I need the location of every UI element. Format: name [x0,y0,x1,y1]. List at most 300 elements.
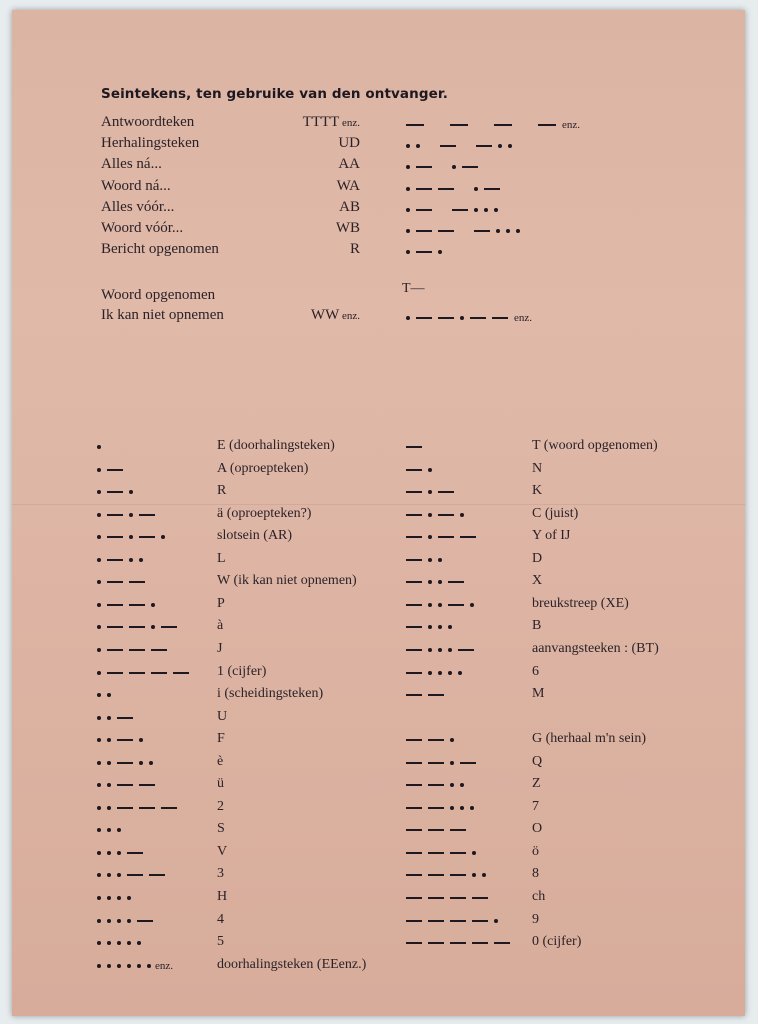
morse-dot [450,761,454,765]
morse-symbols [406,550,442,570]
morse-dash [472,942,488,944]
right-morse [406,663,462,683]
left-morse [97,730,143,750]
morse-dash [450,852,466,854]
morse-dot [472,873,476,877]
left-morse [97,663,189,683]
morse-dash [406,762,422,764]
morse-symbols [406,685,444,705]
morse-dash [406,829,422,831]
morse-dot [97,671,101,675]
morse-dot [129,535,133,539]
morse-dash [428,807,444,809]
signal-code-text: AA [338,156,360,172]
right-morse [406,460,432,480]
left-label: 2 [217,798,224,814]
morse-symbols [406,663,462,683]
morse-dash [462,166,478,168]
left-label: doorhalingsteken (EEenz.) [217,956,367,972]
signal-label: Antwoordteken [101,114,195,130]
morse-dot [151,603,155,607]
morse-symbols [97,595,155,615]
morse-dash [450,124,468,126]
morse-symbols [406,617,452,637]
right-label: breukstreep (XE) [532,595,629,611]
signal-label: Alles ná... [101,156,162,172]
morse-dot [496,229,500,233]
right-label: ö [532,843,539,859]
signal-morse [406,221,520,241]
left-label: E (doorhalingsteken) [217,438,335,453]
left-morse [97,865,165,885]
morse-dot [107,941,111,945]
morse-symbols [406,888,488,908]
left-label: 3 [217,866,224,882]
left-morse [97,550,143,570]
morse-dash [440,145,456,147]
morse-dash [450,942,466,944]
morse-dash [129,604,145,606]
morse-dot [97,828,101,832]
morse-dot [139,761,143,765]
signal-code-text: UD [338,135,360,151]
right-label: 8 [532,866,539,882]
morse-symbols [97,640,167,660]
woord-opgenomen-morse: T— [402,281,425,296]
morse-dash [450,920,466,922]
left-label: L [217,550,226,566]
morse-dot [438,603,442,607]
morse-dot [406,187,410,191]
left-morse [97,482,133,502]
morse-dot [428,671,432,675]
morse-dot [107,761,111,765]
morse-dot [107,896,111,900]
morse-dash [428,829,444,831]
morse-dot [97,941,101,945]
right-morse [406,933,510,953]
signal-code-text: TTTT [302,114,340,130]
morse-dot [482,873,486,877]
right-label: D [532,550,543,566]
signal-code [337,178,360,195]
left-morse [97,505,155,525]
morse-symbols [97,663,189,683]
left-morse-suffix: enz. [155,960,174,973]
morse-symbols [97,865,165,885]
morse-dash [406,942,422,944]
morse-symbols [97,820,121,840]
morse-dash [107,649,123,651]
morse-symbols [406,242,442,262]
morse-dash [472,897,488,899]
morse-dot [147,964,151,968]
morse-dash [151,672,167,674]
morse-dash [472,920,488,922]
signal-code [338,156,360,173]
morse-dot [438,580,442,584]
morse-dot [97,873,101,877]
left-morse [97,820,121,840]
morse-dash [406,514,422,516]
signal-morse [406,200,498,220]
morse-dash [416,230,432,232]
right-label: ch [532,889,546,904]
morse-dot [460,316,464,320]
right-morse [406,911,498,931]
morse-dot [97,851,101,855]
morse-dash [438,230,454,232]
right-label: aanvangsteeken : (BT) [532,640,659,656]
morse-dot [428,648,432,652]
right-label: X [532,573,543,589]
right-morse [406,482,454,502]
morse-dot [129,558,133,562]
morse-dash [139,514,155,516]
morse-dash [406,852,422,854]
signal-code-text: AB [339,199,360,215]
morse-dot [137,964,141,968]
morse-dash [107,514,123,516]
morse-dash [139,536,155,538]
signal-code [339,199,360,216]
morse-dash [129,581,145,583]
morse-dot [161,535,165,539]
morse-dash [406,581,422,583]
morse-dash [173,672,189,674]
morse-dot [452,165,456,169]
morse-dash [470,317,486,319]
morse-dash [107,469,123,471]
left-label: slotsein (AR) [217,528,293,544]
morse-dot [460,806,464,810]
morse-dash [139,807,155,809]
left-label: 5 [217,934,224,950]
morse-dot [137,941,141,945]
morse-dash [448,604,464,606]
morse-dash [492,317,508,319]
morse-dot [97,783,101,787]
signal-morse [406,136,512,156]
signal-code-text: R [349,241,360,257]
signal-code [338,135,360,152]
morse-dot [428,580,432,584]
right-label: T (woord opgenomen) [532,438,658,453]
left-morse [97,460,123,480]
morse-dot [97,603,101,607]
morse-dash [139,784,155,786]
morse-symbols [97,505,155,525]
right-morse [406,617,452,637]
morse-dash [428,762,444,764]
left-label: W (ik kan niet opnemen) [217,573,357,589]
morse-dash [129,672,145,674]
morse-dash [149,874,165,876]
morse-dash [450,897,466,899]
morse-dash [494,942,510,944]
morse-dot [97,716,101,720]
morse-dot [97,558,101,562]
morse-dot [428,468,432,472]
morse-dash [438,536,454,538]
morse-dot [117,964,121,968]
morse-symbols [97,685,111,705]
morse-dot [460,513,464,517]
left-morse [97,708,133,728]
morse-dash [107,559,123,561]
morse-dot [129,490,133,494]
morse-symbols [406,179,500,199]
morse-dot [406,229,410,233]
morse-dot [406,144,410,148]
right-label: 0 (cijfer) [532,934,582,950]
morse-dot [428,625,432,629]
morse-dash [428,784,444,786]
morse-symbols [97,730,143,750]
morse-dot [97,896,101,900]
right-label: B [532,618,542,634]
morse-symbols [406,775,464,795]
morse-dot [127,896,131,900]
morse-dash [107,536,123,538]
morse-dot [127,964,131,968]
morse-dash [450,874,466,876]
signal-code [311,307,360,324]
morse-dot [97,625,101,629]
morse-dot [406,316,410,320]
signal-code [336,220,360,237]
morse-dot [97,964,101,968]
right-label: C (juist) [532,505,579,521]
morse-dot [97,468,101,472]
morse-symbols [406,221,520,241]
morse-dash [151,649,167,651]
morse-dash [460,536,476,538]
left-morse [97,888,131,908]
morse-dash [107,626,123,628]
morse-symbols [406,136,512,156]
left-morse [97,956,173,976]
morse-dot [117,873,121,877]
morse-symbols [406,505,464,525]
left-label: 4 [217,911,224,927]
morse-dash [428,942,444,944]
morse-dot [117,941,121,945]
morse-dash [406,626,422,628]
left-label: ü [217,776,224,792]
morse-dash [438,317,454,319]
signal-morse-suffix: enz. [514,312,533,324]
morse-dot [428,558,432,562]
morse-dash [416,209,432,211]
morse-dot [97,445,101,449]
morse-symbols [97,843,143,863]
morse-dash [129,649,145,651]
morse-dot [107,738,111,742]
morse-dot [484,208,488,212]
morse-dot [428,513,432,517]
morse-dash [406,124,424,126]
morse-dash [416,317,432,319]
morse-dot [494,919,498,923]
morse-symbols [406,200,498,220]
right-morse [406,888,488,908]
right-morse [406,550,442,570]
signal-label: Woord vóór... [101,220,184,236]
left-morse [97,911,153,931]
morse-dash [406,784,422,786]
morse-dot [127,919,131,923]
right-label: Q [532,753,543,769]
right-morse [406,505,464,525]
right-morse [406,820,466,840]
morse-dash [137,920,153,922]
morse-symbols [406,595,474,615]
morse-dash [406,469,422,471]
morse-dot [460,783,464,787]
morse-dot [438,671,442,675]
morse-symbols [406,865,486,885]
document-sheet [12,10,745,1016]
signal-code-text: WA [336,178,360,194]
morse-dot [494,208,498,212]
morse-symbols [406,437,422,457]
morse-dash [458,649,474,651]
left-label: S [217,821,225,837]
morse-dot [406,250,410,254]
morse-dot [438,625,442,629]
morse-dot [428,535,432,539]
morse-dot [406,208,410,212]
left-morse [97,640,167,660]
morse-dash [117,762,133,764]
morse-dash [428,852,444,854]
morse-symbols [97,572,145,592]
right-morse [406,753,476,773]
morse-dash [474,230,490,232]
morse-dash [406,920,422,922]
signal-label: Herhalingsteken [101,135,200,151]
morse-dot [428,490,432,494]
signal-morse [406,157,478,177]
morse-symbols [97,798,177,818]
morse-dot [450,806,454,810]
right-morse [406,640,474,660]
morse-dot [450,783,454,787]
morse-dot [450,738,454,742]
morse-dash [416,188,432,190]
morse-dot [139,558,143,562]
signal-morse [406,179,500,199]
signal-code [350,241,360,258]
right-morse [406,437,422,457]
morse-dash [438,514,454,516]
morse-dash [107,491,123,493]
morse-dot [470,603,474,607]
morse-dot [107,919,111,923]
right-label: Y of IJ [532,528,571,544]
morse-dot [428,603,432,607]
morse-dot [97,535,101,539]
morse-symbols [406,482,454,502]
morse-dot [516,229,520,233]
morse-dash [161,626,177,628]
morse-dot [107,693,111,697]
morse-dot [139,738,143,742]
morse-dash [438,188,454,190]
right-morse [406,572,464,592]
right-label: G (herhaal m'n sein) [532,731,647,747]
morse-dash [127,874,143,876]
left-label: U [217,708,228,724]
morse-dot [127,941,131,945]
morse-symbols [406,527,476,547]
left-label: ä (oproepteken?) [217,505,312,521]
morse-dash [107,604,123,606]
morse-symbols [406,911,498,931]
morse-dash [448,581,464,583]
right-label: 7 [532,798,539,814]
morse-dot [458,671,462,675]
morse-dash [127,852,143,854]
morse-dash [406,807,422,809]
morse-symbols [97,775,155,795]
morse-dash [117,807,133,809]
left-label: è [217,753,224,769]
morse-symbols [97,437,101,457]
morse-dot [97,919,101,923]
morse-dot [97,738,101,742]
morse-dot [448,625,452,629]
morse-symbols [97,482,133,502]
right-label: O [532,821,543,837]
left-morse [97,527,165,547]
morse-dash [129,626,145,628]
morse-dash [406,536,422,538]
morse-symbols [406,820,466,840]
signal-label: Bericht opgenomen [101,241,219,257]
morse-symbols [97,933,141,953]
morse-dash [450,829,466,831]
signal-morse-suffix: enz. [562,119,581,131]
signal-code-text: WW [310,307,340,323]
morse-symbols [97,956,151,976]
morse-dot [97,490,101,494]
signal-code-suffix: enz. [339,310,360,322]
morse-symbols [97,753,153,773]
left-morse [97,572,145,592]
morse-dot [506,229,510,233]
morse-dash [117,784,133,786]
right-label: K [532,483,543,499]
morse-dash [428,739,444,741]
signal-morse [406,242,442,262]
morse-dot [438,250,442,254]
right-label: Z [532,776,541,792]
morse-dot [107,783,111,787]
morse-dot [474,187,478,191]
morse-dot [117,828,121,832]
morse-symbols [97,550,143,570]
right-morse [406,843,476,863]
morse-dot [107,873,111,877]
left-morse [97,437,101,457]
morse-dash [406,649,422,651]
signal-morse [406,115,580,135]
morse-dash [161,807,177,809]
morse-dot [470,806,474,810]
right-label: N [532,460,543,476]
